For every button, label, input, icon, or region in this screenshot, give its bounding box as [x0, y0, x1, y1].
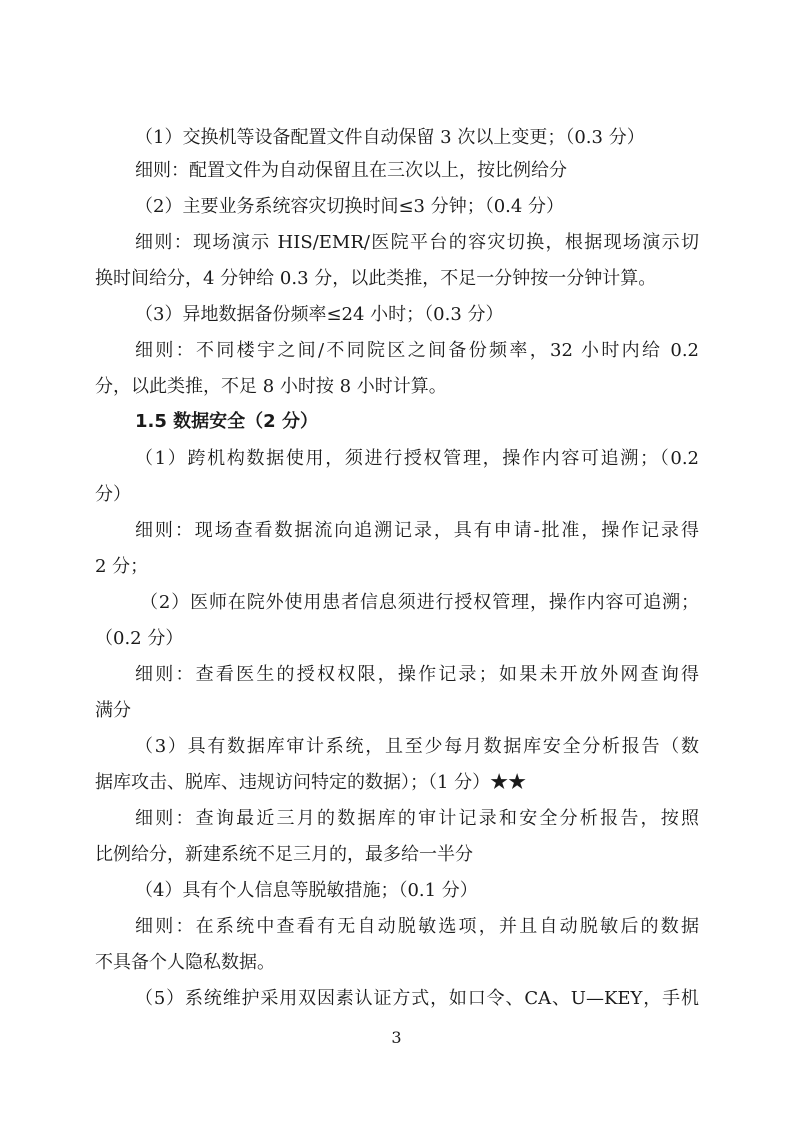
item-2-4: （4）具有个人信息等脱敏措施；（0.1 分） — [135, 880, 478, 901]
rule-2-3: 细则：查询最近三月的数据库的审计记录和安全分析报告，按照 — [135, 808, 699, 829]
item-2-2-cont: （0.2 分） — [95, 628, 184, 649]
item-2-5: （5）系统维护采用双因素认证方式，如口令、CA、U—KEY，手机 — [135, 988, 699, 1009]
item-1-2: （2）主要业务系统容灾切换时间≤3 分钟；（0.4 分） — [135, 196, 565, 217]
item-2-3-cont: 据库攻击、脱库、违规访问特定的数据）；（1 分）★★ — [95, 772, 527, 793]
section-heading: 1.5 数据安全（2 分） — [135, 411, 318, 432]
rule-1-2-cont: 换时间给分，4 分钟给 0.3 分，以此类推，不足一分钟按一分钟计算。 — [95, 268, 657, 289]
rule-1-2: 细则：现场演示 HIS/EMR/医院平台的容灾切换，根据现场演示切 — [135, 232, 699, 253]
rule-2-4-cont: 不具备个人隐私数据。 — [95, 952, 275, 973]
rule-1-3-cont: 分，以此类推，不足 8 小时按 8 小时计算。 — [95, 376, 447, 397]
rule-2-4: 细则：在系统中查看有无自动脱敏选项，并且自动脱敏后的数据 — [135, 916, 699, 937]
rule-1-3: 细则：不同楼宇之间/不同院区之间备份频率，32 小时内给 0.2 — [135, 340, 699, 361]
rule-2-1-cont: 2 分； — [95, 556, 149, 577]
rule-2-1: 细则：现场查看数据流向追溯记录，具有申请-批准，操作记录得 — [135, 520, 699, 541]
item-2-2: （2）医师在院外使用患者信息须进行授权管理，操作内容可追溯； — [140, 592, 699, 613]
item-2-1: （1）跨机构数据使用，须进行授权管理，操作内容可追溯；（0.2 — [135, 448, 699, 469]
item-1-1: （1）交换机等设备配置文件自动保留 3 次以上变更；（0.3 分） — [135, 127, 645, 148]
rule-2-3-cont: 比例给分，新建系统不足三月的，最多给一半分 — [95, 844, 473, 865]
rule-1-1: 细则：配置文件为自动保留且在三次以上，按比例给分 — [135, 160, 567, 181]
rule-2-2-cont: 满分 — [95, 700, 131, 721]
page-number: 3 — [391, 1028, 402, 1047]
item-2-3: （3）具有数据库审计系统，且至少每月数据库安全分析报告（数 — [135, 736, 699, 757]
item-2-1-cont: 分） — [95, 484, 131, 505]
rule-2-2: 细则：查看医生的授权权限，操作记录；如果未开放外网查询得 — [135, 664, 699, 685]
item-1-3: （3）异地数据备份频率≤24 小时；（0.3 分） — [135, 304, 504, 325]
